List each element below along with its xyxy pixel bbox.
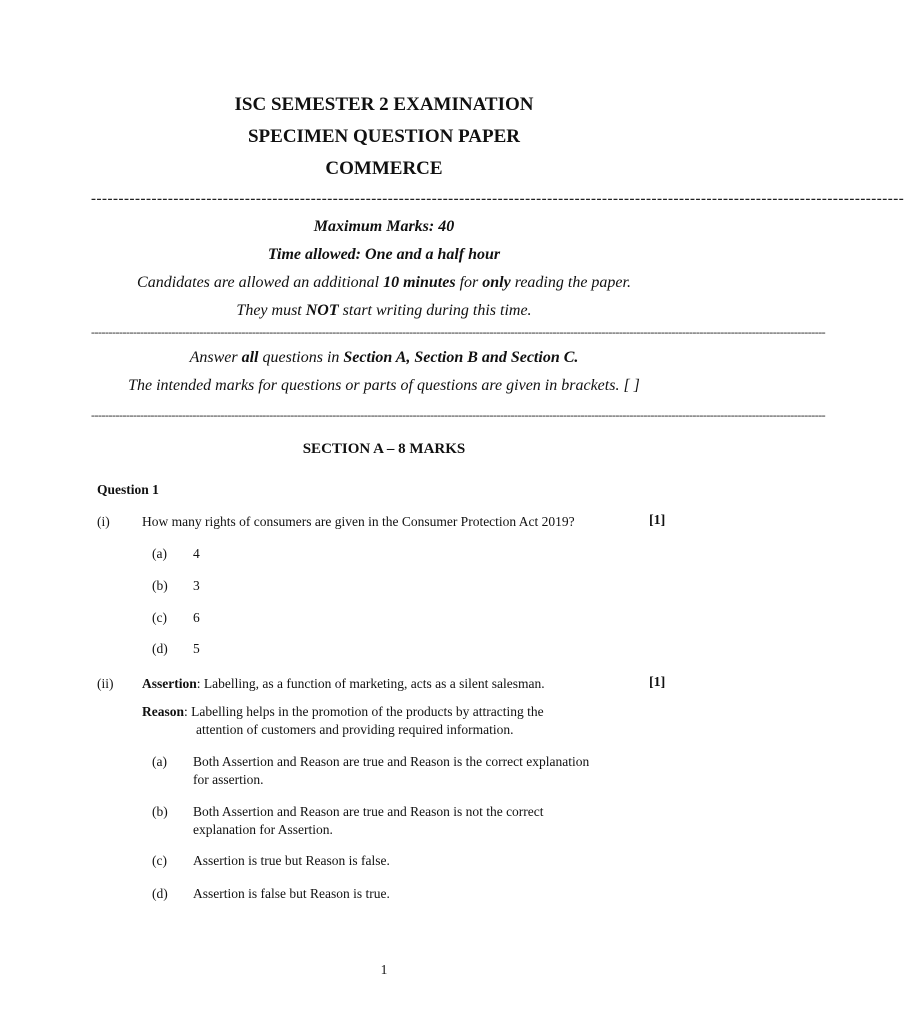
exam-title: ISC SEMESTER 2 EXAMINATION [234, 94, 534, 115]
option-text: Assertion is false but Reason is true. [193, 886, 390, 901]
option-text: 3 [193, 578, 200, 593]
option-label: (b) [152, 804, 168, 819]
reason-line [142, 704, 626, 720]
question-marks: [1] [649, 513, 666, 528]
question-number: (ii) [97, 676, 114, 691]
reason-text: : Labelling helps in the promotion of the products by attracting the [184, 704, 544, 719]
option-text-continuation: for assertion. [193, 772, 264, 787]
paper-title: SPECIMEN QUESTION PAPER [247, 126, 520, 147]
assertion-text: : Labelling, as a function of marketing, acts as a silent salesman. [196, 676, 545, 691]
reason-continuation: attention of customers and providing required information. [196, 722, 514, 737]
option-label: (d) [152, 641, 168, 656]
max-marks: Maximum Marks: 40 [313, 218, 455, 235]
option-text: Assertion is true but Reason is false. [193, 853, 390, 868]
section-a-heading: SECTION A – 8 MARKS [302, 441, 466, 457]
answer-emphasis: all [241, 349, 259, 366]
option-label: (a) [152, 546, 167, 561]
no-writing-part: They must [236, 302, 306, 319]
no-writing-note [0, 302, 768, 320]
subject-title: COMMERCE [325, 158, 443, 179]
option-text: Both Assertion and Reason are true and Reason is not the correct [193, 804, 544, 819]
marks-note: The intended marks for questions or parts of questions are given in brackets. [ ] [128, 377, 640, 394]
reading-note-emphasis: only [482, 274, 511, 291]
option-label: (a) [152, 754, 167, 769]
question-text: How many rights of consumers are given in the Consumer Protection Act 2019? [142, 514, 575, 529]
no-writing-part: start writing during this time. [338, 302, 532, 319]
answer-part: Answer [189, 349, 242, 366]
option-label: (b) [152, 578, 168, 593]
answer-instruction [0, 349, 768, 367]
assertion-line [142, 676, 545, 692]
light-divider: ------------------------------------------------------------------------------------------------------------------------------------------------------------------------------------------------------------------ [91, 325, 826, 339]
option-label: (c) [152, 610, 167, 625]
option-label: (d) [152, 886, 168, 901]
option-text: 5 [193, 641, 200, 656]
question-marks: [1] [649, 675, 666, 690]
option-text: 6 [193, 610, 200, 625]
question-number: (i) [97, 514, 110, 529]
time-allowed: Time allowed: One and a half hour [267, 246, 501, 263]
question-1-label: Question 1 [97, 482, 159, 497]
reading-note-emphasis: 10 minutes [383, 274, 456, 291]
reason-label: Reason [142, 704, 185, 719]
reading-note-part: for [455, 274, 483, 291]
answer-part: questions in [258, 349, 344, 366]
reading-time-note [0, 274, 768, 292]
option-text: 4 [193, 546, 200, 561]
reading-note-part: reading the paper. [510, 274, 631, 291]
option-text: Both Assertion and Reason are true and Reason is the correct explanation [193, 754, 590, 769]
reading-note-part: Candidates are allowed an additional [137, 274, 384, 291]
heavy-divider: ---------------------------------------------------------------------------------------------------------------------------------------------------- [91, 191, 904, 207]
assertion-label: Assertion [142, 676, 197, 691]
no-writing-emphasis: NOT [305, 302, 339, 319]
option-label: (c) [152, 853, 167, 868]
light-divider: ------------------------------------------------------------------------------------------------------------------------------------------------------------------------------------------------------------------ [91, 408, 826, 422]
page-number: 1 [380, 962, 388, 977]
option-text-continuation: explanation for Assertion. [193, 822, 333, 837]
answer-emphasis: Section A, Section B and Section C. [343, 349, 579, 366]
